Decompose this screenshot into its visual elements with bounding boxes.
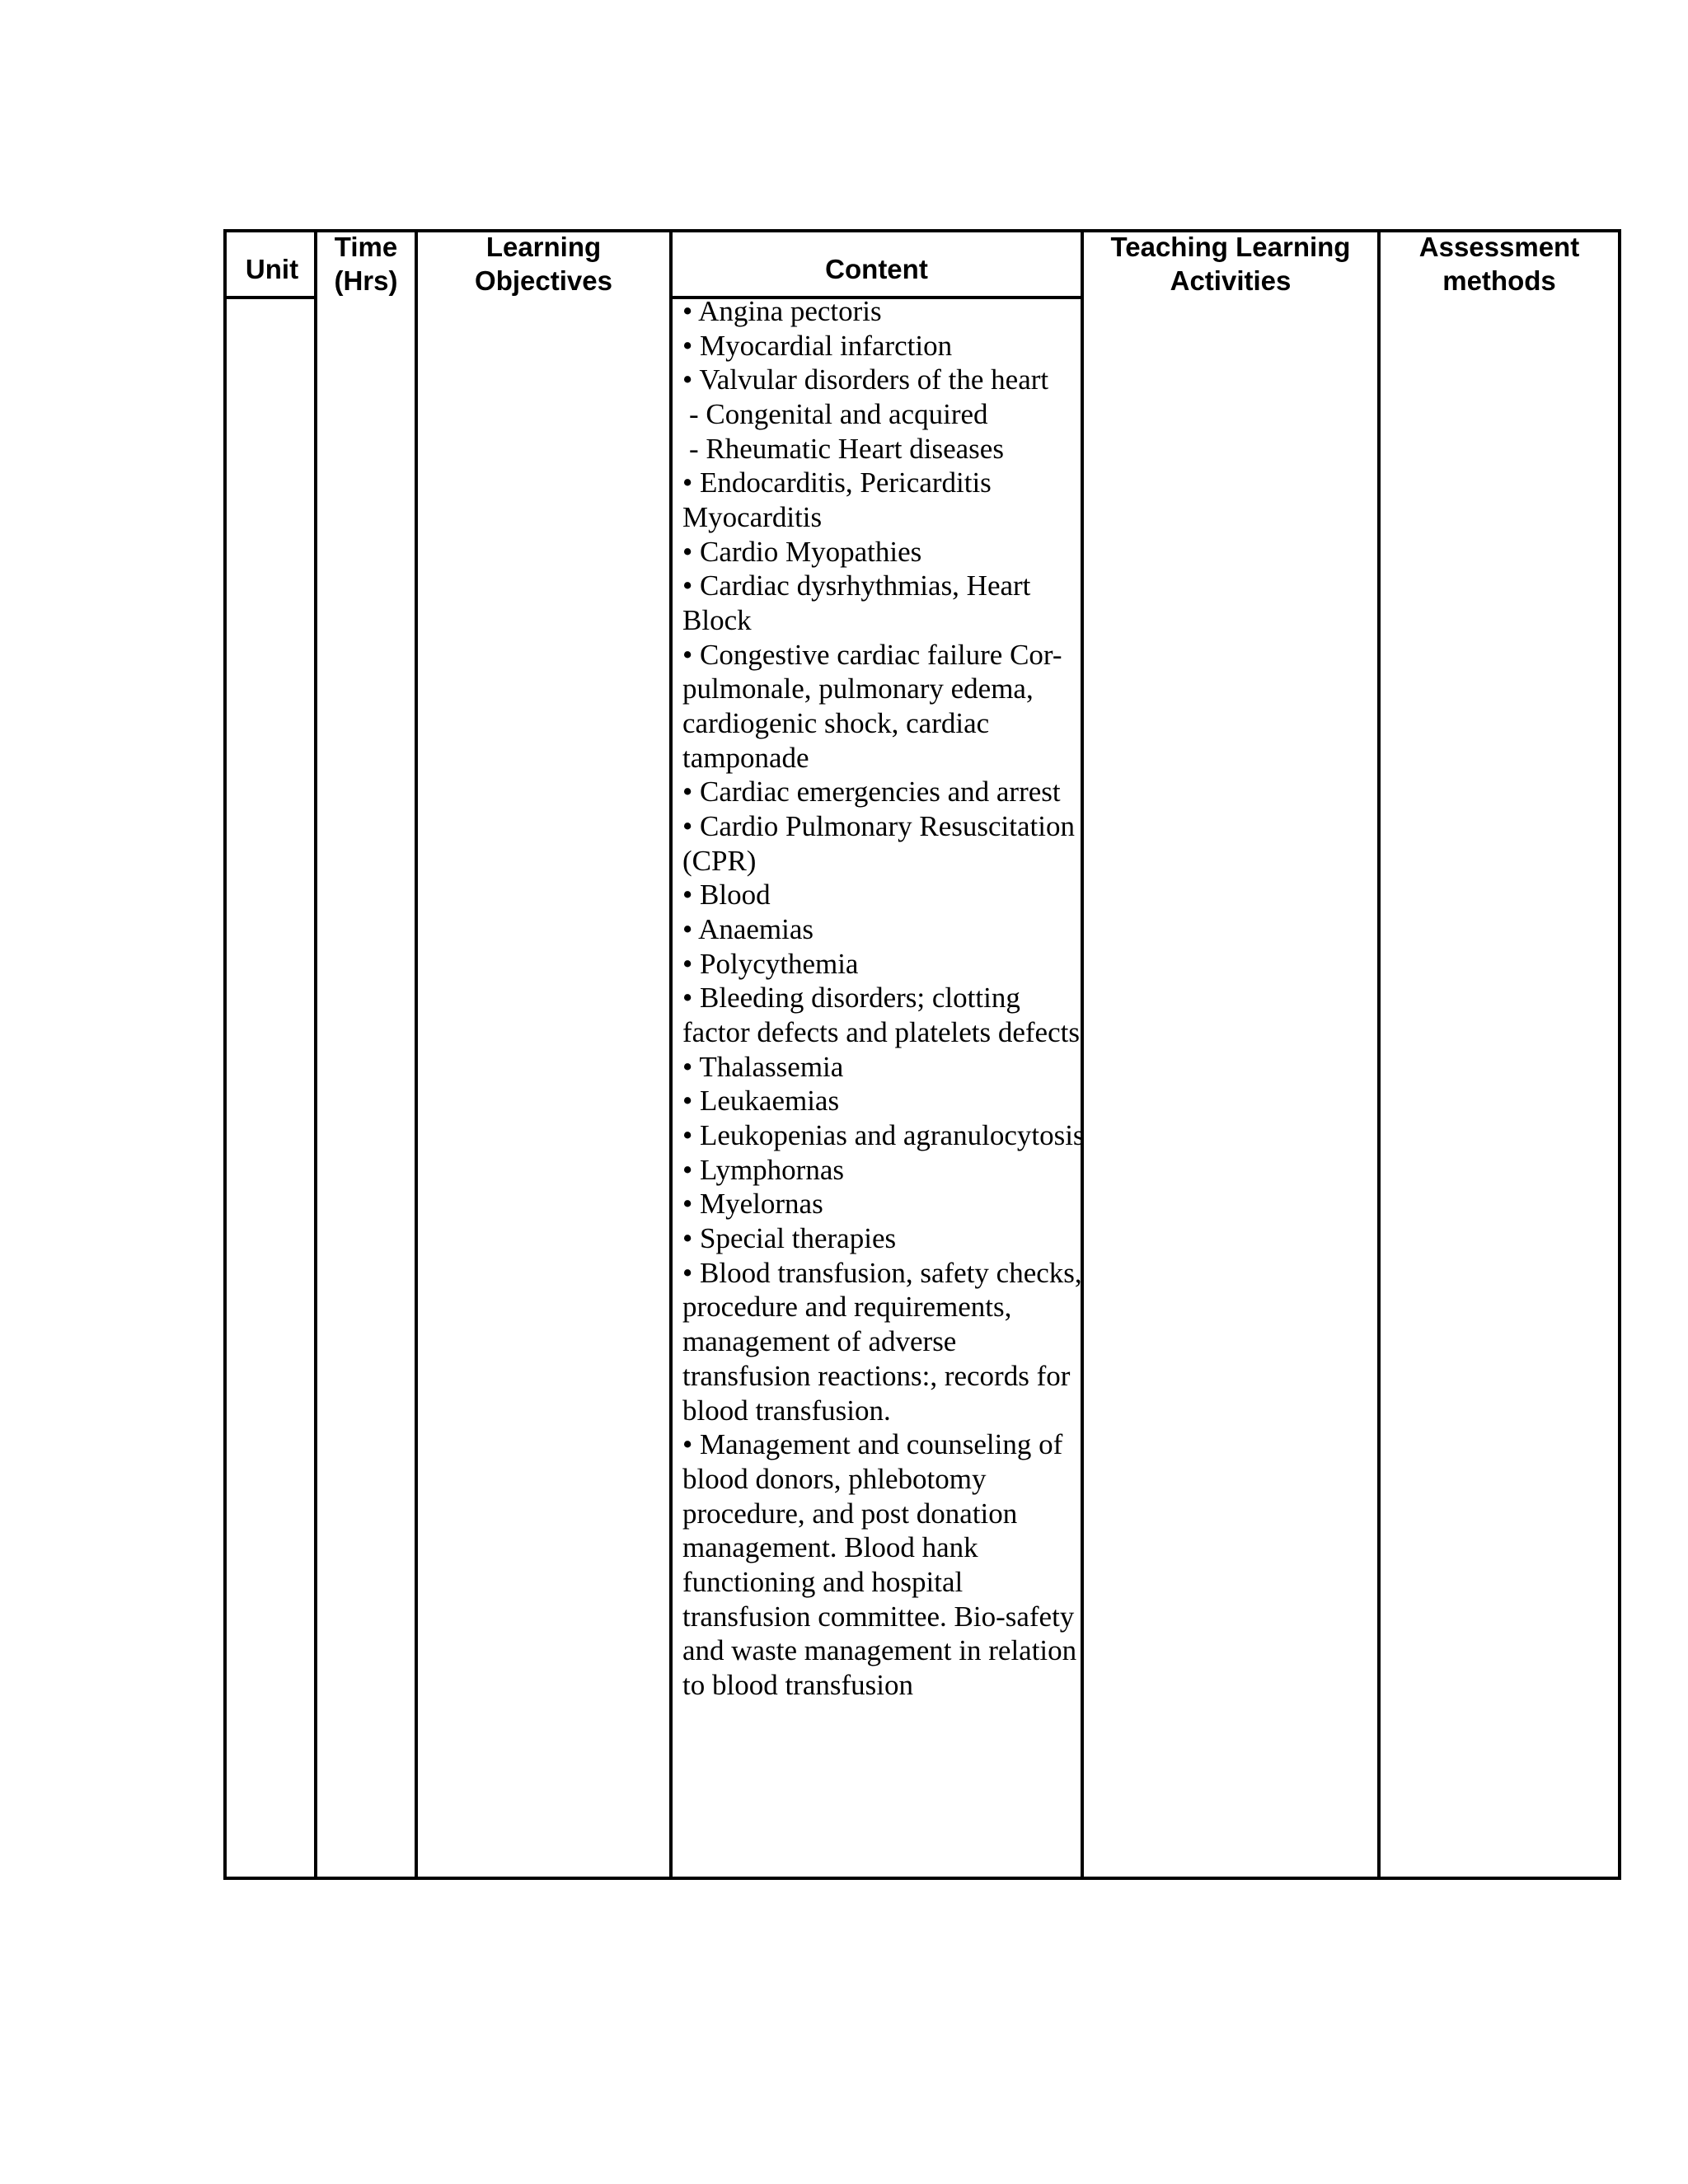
header-time-line1: Time: [334, 232, 398, 262]
content-item: • Congestive cardiac failure Cor-pulmonale, pulmonary edema, cardiogenic shock, cardiac tamponade: [682, 638, 1062, 774]
column-divider: [1377, 232, 1381, 1877]
content-item: • Anaemias: [682, 913, 814, 946]
content-item: • Angina pectoris: [682, 295, 882, 327]
content-item: • Management and counseling of blood donors, phlebotomy procedure, and post donation management. Blood hank functioning and hospital transfusion committee. Bio-safety and waste management in relation to blood transfusion: [682, 1428, 1077, 1701]
header-assessment-line1: Assessment: [1418, 232, 1580, 262]
content-item: • Leukaemias: [682, 1085, 840, 1118]
header-objectives-line1: Learning: [485, 232, 602, 262]
header-content: Content: [825, 254, 928, 284]
column-divider: [314, 232, 317, 1877]
content-item: • Cardiac dysrhythmias, Heart Block: [682, 569, 1031, 637]
header-unit: Unit: [245, 254, 299, 284]
content-item: • Polycythemia: [682, 947, 859, 980]
header-objectives-line2: Objectives: [475, 265, 612, 296]
column-divider: [415, 232, 418, 1877]
header-learning-objectives: [418, 230, 669, 298]
header-activities-line2: Activities: [1170, 265, 1292, 296]
content-item: • Bleeding disorders; clotting factor defects and platelets defects: [682, 982, 1080, 1049]
header-activities-line1: Teaching Learning: [1110, 232, 1351, 262]
header-assessment-line2: methods: [1442, 265, 1556, 296]
header-time-line2: (Hrs): [334, 265, 398, 296]
content-item: • Endocarditis, Pericarditis Myocarditis: [682, 466, 992, 534]
content-subitem: - Congenital and acquired: [689, 398, 988, 431]
unit-header-divider: [227, 296, 314, 299]
content-item: • Leukopenias and agranulocytosis: [682, 1119, 1085, 1152]
header-assessment-methods: [1381, 230, 1618, 298]
header-teaching-learning-activities: [1084, 230, 1377, 298]
content-list: [682, 294, 1086, 1703]
content-item: • Cardiac emergencies and arrest: [682, 776, 1061, 808]
header-time: [317, 230, 415, 298]
content-item: • Special therapies: [682, 1222, 897, 1255]
content-item: • Myocardial infarction: [682, 329, 953, 362]
content-item: • Valvular disorders of the heart: [682, 363, 1049, 396]
content-subitem: - Rheumatic Heart diseases: [689, 432, 1004, 465]
column-divider: [669, 232, 673, 1877]
content-item: • Cardio Myopathies: [682, 535, 922, 568]
syllabus-table: [223, 229, 1621, 1880]
content-item: • Cardio Pulmonary Resuscitation (CPR): [682, 810, 1075, 877]
content-item: • Blood transfusion, safety checks, procedure and requirements, management of adverse transfusion reactions:, records for blood transfusion.: [682, 1256, 1082, 1427]
content-item: • Blood: [682, 879, 771, 912]
content-item: • Lymphornas: [682, 1153, 844, 1186]
content-item: • Thalassemia: [682, 1050, 844, 1083]
content-item: • Myelornas: [682, 1188, 823, 1221]
